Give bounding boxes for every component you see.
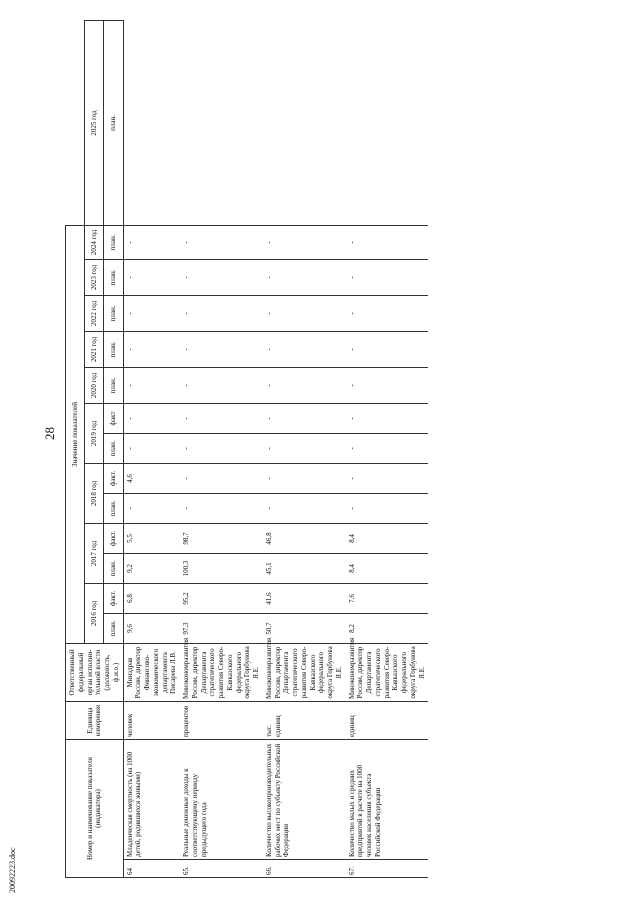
value-cell: - [180, 331, 263, 367]
indicator-name: Младенческая смертность (на 1000 детей, родившихся живыми) [123, 739, 180, 859]
header-2024: 2024 год [85, 225, 104, 259]
header-fact: факт. [104, 523, 123, 553]
header-plan: план. [104, 367, 123, 403]
value-cell: 8,4 [346, 553, 429, 583]
value-cell: 41,6 [263, 583, 346, 613]
unit-cell: единиц [346, 701, 429, 739]
header-plan: план. [104, 331, 123, 367]
value-cell: 4,6 [123, 463, 180, 493]
value-cell: - [123, 295, 180, 331]
value-cell: - [346, 493, 429, 523]
value-cell: - [180, 463, 263, 493]
value-cell: 6,8 [123, 583, 180, 613]
table-row [346, 21, 429, 878]
value-cell: - [180, 367, 263, 403]
table-body [123, 21, 428, 878]
value-cell: 98,7 [180, 523, 263, 553]
header-plan: план. [104, 613, 123, 643]
value-cell: - [180, 433, 263, 463]
value-cell: 50,7 [263, 613, 346, 643]
header-2023: 2023 год [85, 259, 104, 295]
value-cell: - [123, 493, 180, 523]
responsible-cell: Минэкономразвития России, директор Департамента стратегического развития Северо-Кавказского федерального округа Горбунова Я.Е. [263, 643, 346, 701]
header-2025: 2025 год [85, 21, 104, 226]
rotated-table-container [65, 20, 575, 878]
value-cell: 100,3 [180, 553, 263, 583]
header-fact: факт. [104, 583, 123, 613]
responsible-cell: Минздрав России, директор Финансово-экономического департамента Писарева Л.В. [123, 643, 180, 701]
value-cell: - [123, 225, 180, 259]
unit-cell: тыс. единиц [263, 701, 346, 739]
value-cell: - [263, 331, 346, 367]
page-number: 28 [42, 427, 57, 440]
value-cell: - [123, 403, 180, 433]
unit-cell: процентов [180, 701, 263, 739]
value-cell: - [346, 403, 429, 433]
value-cell: - [180, 295, 263, 331]
indicator-name: Количество высокопроизводительных рабочих мест по субъекту Российской Федерации [263, 739, 346, 859]
header-plan: план. [104, 295, 123, 331]
value-cell: 8,4 [346, 523, 429, 553]
value-cell: - [123, 433, 180, 463]
value-cell: 97,3 [180, 613, 263, 643]
header-2018: 2018 год [85, 463, 104, 523]
header-responsible: Ответственный федеральный орган исполни-тельной власти (должность, ф.и.о.) [66, 643, 124, 701]
value-cell: - [180, 403, 263, 433]
row-number: 65. [180, 860, 263, 878]
row-number: 66. [263, 860, 346, 878]
value-cell: - [346, 225, 429, 259]
footer-filename: 20092223.doc [8, 847, 17, 893]
row-number: 67. [346, 860, 429, 878]
header-fact: факт [104, 403, 123, 433]
value-cell: - [346, 433, 429, 463]
header-plan: план. [104, 493, 123, 523]
value-cell: - [263, 403, 346, 433]
value-cell: - [263, 225, 346, 259]
indicator-name: Количество малых и средних предприятий в расчете на 1000 человек населения субъекта Российской Федерации [346, 739, 429, 859]
value-cell: 45,1 [263, 553, 346, 583]
value-cell: - [263, 433, 346, 463]
header-2017: 2017 год [85, 523, 104, 583]
value-cell: - [263, 493, 346, 523]
header-plan: план. [104, 553, 123, 583]
header-name: Номер и наименование показателя (индикатора) [66, 739, 124, 877]
value-cell: 7,6 [346, 583, 429, 613]
value-cell: - [346, 463, 429, 493]
value-cell: - [180, 493, 263, 523]
value-cell: - [263, 463, 346, 493]
value-cell: 8,2 [346, 613, 429, 643]
value-cell: - [263, 259, 346, 295]
table-row [263, 21, 346, 878]
header-2016: 2016 год [85, 583, 104, 643]
header-plan: план. [104, 225, 123, 259]
header-2021: 2021 год [85, 331, 104, 367]
header-plan: план. [104, 433, 123, 463]
unit-cell: человек [123, 701, 180, 739]
value-cell: - [263, 367, 346, 403]
value-cell: - [346, 295, 429, 331]
value-cell: 46,8 [263, 523, 346, 553]
value-cell: - [180, 259, 263, 295]
value-cell: - [180, 225, 263, 259]
indicators-table [65, 20, 428, 878]
value-cell: - [263, 295, 346, 331]
row-number: 64 [123, 860, 180, 878]
header-plan: план. [104, 259, 123, 295]
value-cell: 9,6 [123, 613, 180, 643]
table-row [180, 21, 263, 878]
value-cell: 95,2 [180, 583, 263, 613]
header-2022: 2022 год [85, 295, 104, 331]
value-cell: - [346, 367, 429, 403]
header-plan: план. [104, 21, 123, 226]
header-values: Значение показателей [66, 225, 85, 643]
value-cell: - [123, 367, 180, 403]
value-cell: - [123, 331, 180, 367]
header-fact: факт. [104, 463, 123, 493]
header-2019: 2019 год [85, 403, 104, 463]
responsible-cell: Минэкономразвития России, директор Департамента стратегического развития Северо-Кавказского федерального округа Горбунова Я.Е. [180, 643, 263, 701]
header-2020: 2020 год [85, 367, 104, 403]
value-cell: - [123, 259, 180, 295]
table-row [123, 21, 180, 878]
value-cell: - [346, 331, 429, 367]
value-cell: 9,2 [123, 553, 180, 583]
value-cell: 5,5 [123, 523, 180, 553]
responsible-cell: Минэкономразвития России, директор Департамента стратегического развития Северо-Кавказского федерального округа Горбунова Я.Е. [346, 643, 429, 701]
header-unit: Единица измерения [66, 701, 124, 739]
indicator-name: Реальные денежные доходы к соответствующему периоду предыдущего года [180, 739, 263, 859]
value-cell: - [346, 259, 429, 295]
